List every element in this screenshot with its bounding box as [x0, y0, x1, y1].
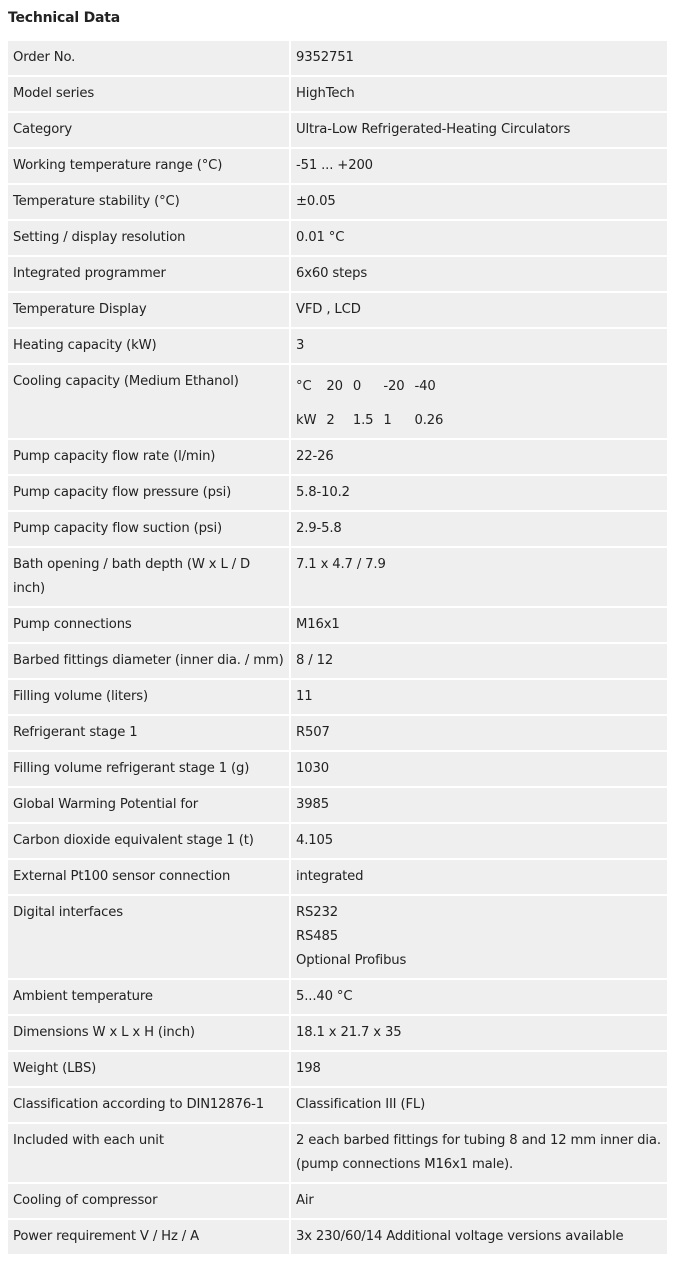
row-value — [291, 476, 667, 512]
table-row — [8, 896, 667, 980]
table-row — [8, 113, 667, 149]
cooling-cell: 2 — [326, 413, 335, 428]
table-row — [8, 824, 667, 860]
row-label: Classification according to DIN12876-1 — [8, 1088, 291, 1124]
row-value — [291, 365, 667, 440]
value-line: Air — [296, 1193, 314, 1208]
row-label: Refrigerant stage 1 — [8, 716, 291, 752]
row-value — [291, 1052, 667, 1088]
row-value — [291, 1088, 667, 1124]
value-line: 198 — [296, 1061, 321, 1076]
table-row — [8, 1052, 667, 1088]
row-value — [291, 608, 667, 644]
cooling-cell: 0.26 — [414, 413, 444, 428]
value-line: RS232 — [296, 905, 338, 920]
value-line: R507 — [296, 725, 330, 740]
table-row — [8, 221, 667, 257]
row-value — [291, 548, 667, 608]
row-value — [291, 1124, 667, 1184]
value-line: Optional Profibus — [296, 953, 407, 968]
value-line: 11 — [296, 689, 313, 704]
value-line: Classification III (FL) — [296, 1097, 426, 1112]
value-line: 5...40 °C — [296, 989, 353, 1004]
row-value — [291, 896, 667, 980]
row-label: External Pt100 sensor connection — [8, 860, 291, 896]
value-line: VFD , LCD — [296, 302, 361, 317]
row-value — [291, 257, 667, 293]
row-label: Filling volume refrigerant stage 1 (g) — [8, 752, 291, 788]
value-line: 5.8-10.2 — [296, 485, 350, 500]
row-label: Integrated programmer — [8, 257, 291, 293]
value-line: 3x 230/60/14 Additional voltage versions available — [296, 1229, 624, 1244]
cooling-capacity-table — [291, 370, 448, 438]
row-value — [291, 77, 667, 113]
row-label: Model series — [8, 77, 291, 113]
value-line: 6x60 steps — [296, 266, 368, 281]
row-label: Pump capacity flow suction (psi) — [8, 512, 291, 548]
table-row — [8, 512, 667, 548]
row-label: Pump connections — [8, 608, 291, 644]
row-value — [291, 113, 667, 149]
table-row — [8, 548, 667, 608]
table-row — [8, 1088, 667, 1124]
table-row — [8, 644, 667, 680]
table-row — [8, 41, 667, 77]
value-line: ±0.05 — [296, 194, 336, 209]
row-label: Pump capacity flow pressure (psi) — [8, 476, 291, 512]
table-row — [8, 149, 667, 185]
row-value — [291, 680, 667, 716]
row-label: Weight (LBS) — [8, 1052, 291, 1088]
row-label: Global Warming Potential for — [8, 788, 291, 824]
row-value — [291, 788, 667, 824]
row-value — [291, 752, 667, 788]
value-line: Ultra-Low Refrigerated-Heating Circulators — [296, 122, 571, 137]
cooling-cell: 1.5 — [352, 413, 374, 428]
value-line: 1030 — [296, 761, 329, 776]
row-value — [291, 1016, 667, 1052]
value-line: 0.01 °C — [296, 230, 345, 245]
row-value — [291, 716, 667, 752]
value-line: -51 ... +200 — [296, 158, 373, 173]
value-line: 3 — [296, 338, 305, 353]
row-label: Pump capacity flow rate (l/min) — [8, 440, 291, 476]
row-label: Bath opening / bath depth (W x L / D inch) — [8, 548, 291, 608]
table-row — [8, 716, 667, 752]
value-line: 2.9-5.8 — [296, 521, 342, 536]
table-row — [8, 185, 667, 221]
table-row — [8, 752, 667, 788]
row-label: Category — [8, 113, 291, 149]
cooling-cell: 0 — [352, 379, 362, 394]
row-value — [291, 440, 667, 476]
row-value — [291, 149, 667, 185]
value-line: 9352751 — [296, 50, 354, 65]
row-label: Heating capacity (kW) — [8, 329, 291, 365]
table-row — [8, 1016, 667, 1052]
row-label: Cooling capacity (Medium Ethanol) — [8, 365, 291, 440]
row-value — [291, 824, 667, 860]
cooling-cell: 1 — [383, 413, 392, 428]
value-line: 2 each barbed fittings for tubing 8 and 12 mm inner dia. (pump connections M16x1 male). — [296, 1133, 661, 1172]
cooling-cell: -40 — [414, 379, 436, 394]
value-line: 7.1 x 4.7 / 7.9 — [296, 557, 386, 572]
table-row — [8, 860, 667, 896]
row-value — [291, 512, 667, 548]
row-label: Carbon dioxide equivalent stage 1 (t) — [8, 824, 291, 860]
value-line: HighTech — [296, 86, 355, 101]
table-row — [8, 329, 667, 365]
row-label: Temperature Display — [8, 293, 291, 329]
row-label: Temperature stability (°C) — [8, 185, 291, 221]
table-row — [8, 476, 667, 512]
row-value — [291, 293, 667, 329]
cooling-row — [291, 370, 448, 404]
row-label: Cooling of compressor — [8, 1184, 291, 1220]
row-label: Included with each unit — [8, 1124, 291, 1184]
row-value — [291, 41, 667, 77]
table-row — [8, 1220, 667, 1256]
cooling-cell: 20 — [326, 379, 343, 394]
section-title: Technical Data — [8, 10, 121, 26]
cooling-row — [291, 404, 448, 438]
row-label: Order No. — [8, 41, 291, 77]
value-line: 3985 — [296, 797, 329, 812]
technical-data-table — [8, 41, 667, 1256]
row-label: Digital interfaces — [8, 896, 291, 980]
row-label: Dimensions W x L x H (inch) — [8, 1016, 291, 1052]
value-line: M16x1 — [296, 617, 340, 632]
table-row — [8, 1124, 667, 1184]
value-line: 22-26 — [296, 449, 334, 464]
table-row — [8, 365, 667, 440]
value-line: 8 / 12 — [296, 653, 334, 668]
table-row — [8, 257, 667, 293]
row-value — [291, 860, 667, 896]
row-value — [291, 185, 667, 221]
cooling-cell: -20 — [383, 379, 405, 394]
row-value — [291, 1220, 667, 1256]
table-row — [8, 680, 667, 716]
cooling-cell: °C — [296, 379, 312, 394]
table-row — [8, 77, 667, 113]
value-line: RS485 — [296, 929, 338, 944]
row-value — [291, 644, 667, 680]
row-label: Filling volume (liters) — [8, 680, 291, 716]
row-label: Ambient temperature — [8, 980, 291, 1016]
value-line: 4.105 — [296, 833, 334, 848]
table-row — [8, 1184, 667, 1220]
row-label: Power requirement V / Hz / A — [8, 1220, 291, 1256]
table-row — [8, 788, 667, 824]
row-value — [291, 329, 667, 365]
table-row — [8, 293, 667, 329]
row-label: Barbed fittings diameter (inner dia. / mm) — [8, 644, 291, 680]
value-line: 18.1 x 21.7 x 35 — [296, 1025, 402, 1040]
value-line: integrated — [296, 869, 364, 884]
row-value — [291, 1184, 667, 1220]
row-label: Working temperature range (°C) — [8, 149, 291, 185]
table-row — [8, 980, 667, 1016]
row-value — [291, 980, 667, 1016]
table-row — [8, 608, 667, 644]
cooling-cell: kW — [296, 413, 317, 428]
row-value — [291, 221, 667, 257]
table-row — [8, 440, 667, 476]
row-label: Setting / display resolution — [8, 221, 291, 257]
